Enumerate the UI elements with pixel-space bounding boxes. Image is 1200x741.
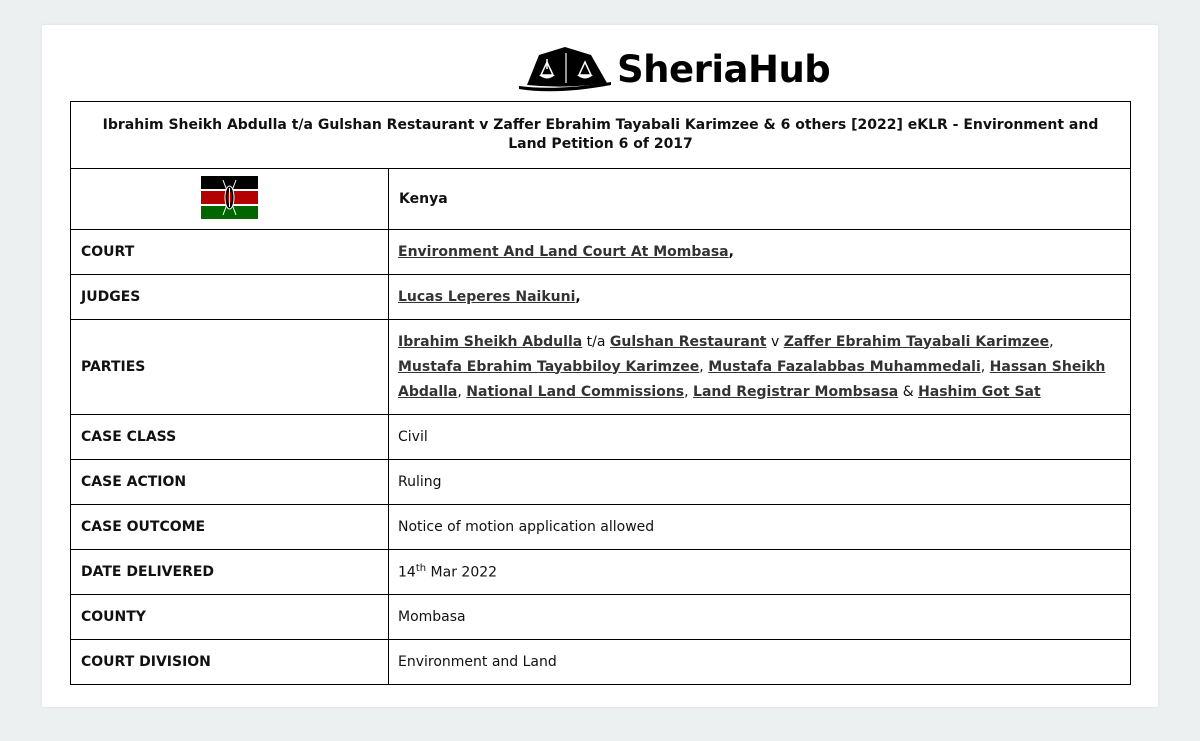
case-class-value: Civil — [389, 415, 1131, 460]
parties-separator: , — [457, 383, 462, 400]
county-label: COUNTY — [71, 595, 389, 640]
court-link[interactable]: Environment And Land Court At Mombasa — [398, 244, 729, 260]
scales-boat-logo-icon — [517, 45, 613, 93]
case-outcome-value: Notice of motion application allowed — [389, 505, 1131, 550]
parties-separator: , — [1049, 333, 1054, 350]
flag-cell — [71, 169, 389, 230]
judges-suffix: , — [575, 289, 581, 305]
parties-separator: t/a — [586, 333, 606, 350]
court-value-cell — [389, 230, 1131, 275]
party-link[interactable]: Gulshan Restaurant — [609, 333, 767, 350]
case-action-label: CASE ACTION — [71, 460, 389, 505]
brand-name: SheriaHub — [617, 47, 831, 91]
party-link[interactable]: Ibrahim Sheikh Abdulla — [398, 333, 583, 350]
court-suffix: , — [728, 244, 734, 260]
party-link[interactable]: Mustafa Ebrahim Tayabbiloy Karimzee — [398, 358, 700, 375]
case-outcome-label: CASE OUTCOME — [71, 505, 389, 550]
parties-separator: , — [684, 383, 689, 400]
date-delivered-label: DATE DELIVERED — [71, 550, 389, 595]
court-division-value: Environment and Land — [389, 640, 1131, 685]
parties-value-cell — [389, 320, 1131, 415]
date-day: 14 — [398, 564, 416, 581]
date-suffix: th — [415, 563, 427, 575]
party-link[interactable]: Hassan Sheikh Abdalla — [398, 358, 1106, 400]
county-value: Mombasa — [389, 595, 1131, 640]
party-link[interactable]: Land Registrar Mombsasa — [693, 383, 899, 400]
case-class-label: CASE CLASS — [71, 415, 389, 460]
date-rest: Mar 2022 — [430, 564, 498, 581]
judges-value-cell — [389, 275, 1131, 320]
parties-separator: , — [980, 358, 986, 375]
parties-separator: & — [902, 383, 914, 400]
sheriahub-logo[interactable] — [517, 44, 830, 94]
court-division-label: COURT DIVISION — [71, 640, 389, 685]
court-label: COURT — [71, 230, 389, 275]
country-value: Kenya — [389, 169, 1131, 230]
case-details-table — [70, 101, 1131, 685]
case-title: Ibrahim Sheikh Abdulla t/a Gulshan Restaurant v Zaffer Ebrahim Tayabali Karimzee & 6 others [2022] eKLR - Environment and Land Petition 6 of 2017 — [71, 102, 1131, 169]
party-link[interactable]: Mustafa Fazalabbas Muhammedali — [708, 358, 981, 375]
kenya-flag-icon — [201, 176, 258, 223]
parties-separator: v — [770, 333, 780, 350]
judges-label: JUDGES — [71, 275, 389, 320]
case-action-value: Ruling — [389, 460, 1131, 505]
party-link[interactable]: Hashim Got Sat — [918, 383, 1041, 400]
party-link[interactable]: National Land Commissions — [466, 383, 685, 400]
date-delivered-value — [389, 550, 1131, 595]
party-link[interactable]: Zaffer Ebrahim Tayabali Karimzee — [783, 333, 1050, 350]
parties-label: PARTIES — [71, 320, 389, 415]
judge-link[interactable]: Lucas Leperes Naikuni — [398, 289, 576, 305]
parties-separator: , — [699, 358, 704, 375]
